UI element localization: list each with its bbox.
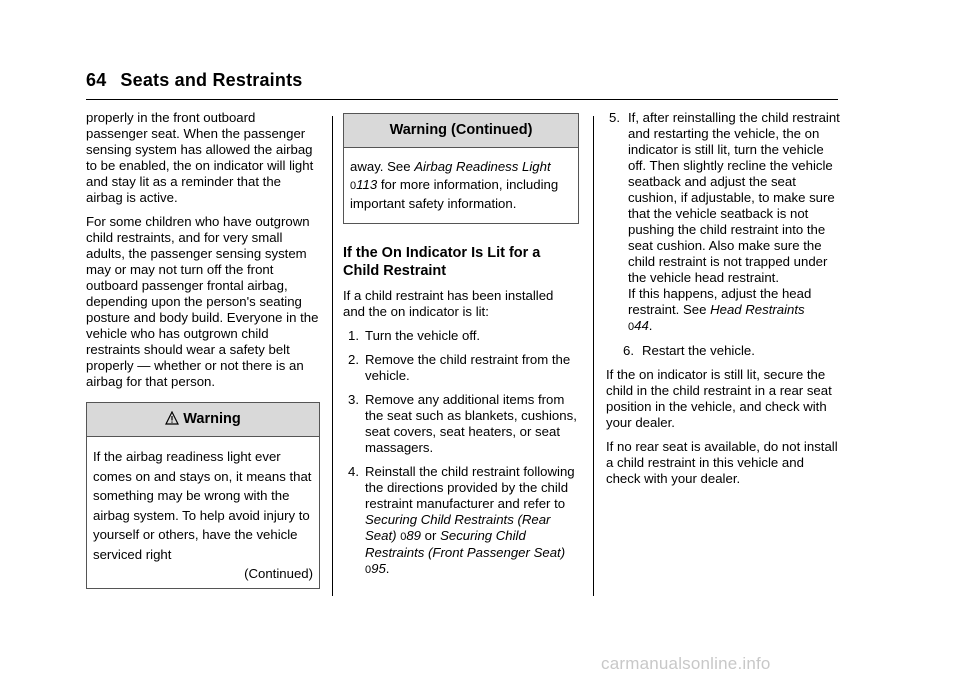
paragraph: If a child restraint has been installed and the on indicator is lit: — [343, 288, 554, 319]
warning-header — [87, 403, 319, 437]
warning-continued-header: Warning (Continued) — [344, 114, 578, 148]
cross-reference-link[interactable]: Securing Child Restraints (Rear Seat) 089 — [365, 512, 551, 543]
warning-continued-body: away. See Airbag Readiness Light 0113 for more information, including important safety information. — [350, 159, 559, 211]
list-item: 2. Remove the child restraint from the vehicle. — [348, 352, 571, 383]
column-2 — [343, 110, 579, 586]
warning-continued-box — [343, 113, 579, 224]
watermark: carmanualsonline.info — [601, 654, 771, 673]
warning-body — [87, 437, 319, 588]
column-1 — [86, 110, 320, 589]
page-ref-icon: 0 — [628, 321, 635, 333]
page-number: 64 — [86, 70, 107, 90]
page-ref-icon: 0 — [365, 564, 372, 576]
header-rule — [86, 99, 838, 100]
list-item: 5. If, after reinstalling the child restraint and restarting the vehicle, the on indicator is still lit, turn the vehicle off. Then slightly recline the vehicle seatback and adjust the seat cushion, if adjustable, to make sure that the vehicle seatback is not pushing the child restraint into the seat cushion. Also make sure the child restraint is not trapped under the vehicle head restraint. If this happens, adjust the head restraint. See Head Restraints 044. — [609, 110, 840, 333]
cross-reference-link[interactable]: Head Restraints 044 — [628, 302, 805, 333]
paragraph: If the on indicator is still lit, secure the child in the child restraint in a rear seat position in the vehicle, and check with your dealer. — [606, 367, 832, 430]
paragraph: For some children who have outgrown child restraints, and for very small adults, the passenger sensing system may or may not turn off the front outboard passenger frontal airbag, depending upon the person's seating posture and body build. Everyone in the vehicle who has outgrown child restraints should wear a safety belt properly — whether or not there is an airbag for that person. — [86, 214, 319, 389]
warning-triangle-icon — [165, 411, 179, 425]
paragraph: properly in the front outboard passenger seat. When the passenger sensing system has allowed the airbag to be enabled, the on indicator will light and stay lit as a reminder that the airbag is active. — [86, 110, 314, 205]
warning-text: If the airbag readiness light ever comes on and stays on, it means that something may be wrong with the airbag system. To help avoid injury to yourself or others, have the vehicle serviced right — [93, 449, 312, 562]
column-divider — [332, 116, 333, 596]
page-ref-icon: 0 — [400, 531, 407, 543]
page-ref-icon: 0 — [350, 180, 357, 192]
steps-list — [606, 343, 842, 359]
section-title: Seats and Restraints — [120, 70, 303, 90]
list-item: 1. Turn the vehicle off. — [348, 328, 481, 343]
page-header — [86, 70, 303, 91]
warning-box — [86, 402, 320, 589]
warning-title: Warning — [183, 411, 241, 427]
column-divider — [593, 116, 594, 596]
cross-reference-link[interactable]: Airbag Readiness Light 0113 — [350, 159, 551, 192]
cross-reference-link[interactable]: Securing Child Restraints (Front Passenger Seat) 095 — [365, 528, 566, 576]
section-heading: If the On Indicator Is Lit for a Child Restraint — [343, 245, 541, 279]
list-item: 6. Restart the vehicle. — [623, 343, 755, 358]
column-3 — [606, 110, 842, 495]
continued-label: (Continued) — [244, 566, 313, 581]
steps-list — [343, 328, 579, 578]
paragraph: If no rear seat is available, do not install a child restraint in this vehicle and check with your dealer. — [606, 439, 838, 486]
list-item: 4. Reinstall the child restraint following the directions provided by the child restraint manufacturer and refer to Securing Child Restraints (Rear Seat) 089 or Securing Child Restraints (Front Passenger Seat) 095. — [348, 464, 575, 576]
steps-list — [606, 110, 842, 335]
list-item: 3. Remove any additional items from the seat such as blankets, cushions, seat covers, seat heaters, or seat massagers. — [348, 392, 577, 455]
